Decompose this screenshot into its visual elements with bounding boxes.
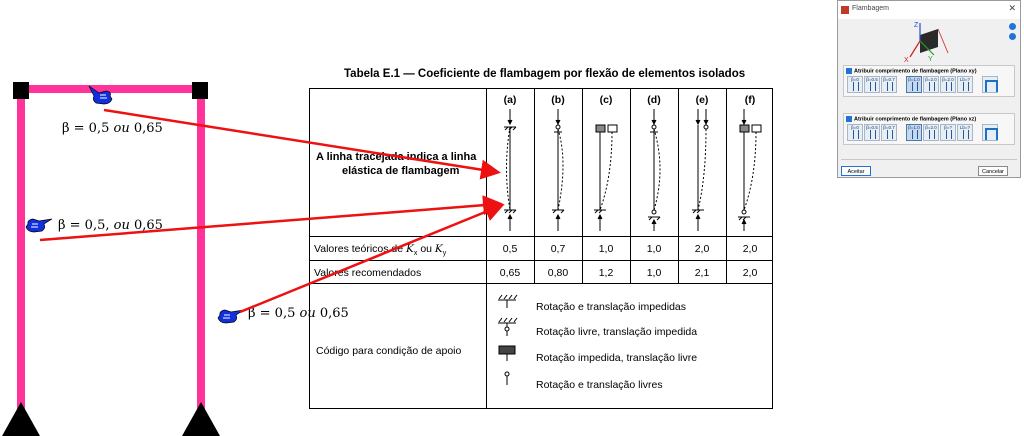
diagram-a: [504, 109, 516, 231]
beta-label-top: β = 0,5 ou 0,65: [62, 121, 163, 136]
theoretical-value-f: 2,0: [742, 243, 758, 255]
checkbox-plane-xy[interactable]: [846, 68, 852, 74]
free-support-icon: [505, 372, 509, 385]
button-beta-0[interactable]: β=0: [847, 124, 863, 141]
frame-select-icon[interactable]: [982, 124, 998, 141]
buckling-dialog: [837, 0, 1021, 178]
legend-free: Rotação e translação livres: [536, 379, 663, 391]
accept-button[interactable]: Aceitar: [841, 166, 871, 176]
axis-x-label: X: [904, 57, 909, 63]
dialog-titlebar: [838, 1, 1020, 19]
support-code-label: Código para condição de apoio: [316, 345, 462, 357]
left-support: [2, 402, 40, 436]
beta-label-middle: β = 0,5, ou 0,65: [58, 218, 163, 233]
row-divider: [310, 236, 772, 237]
legend-pinned: Rotação livre, translação impedida: [536, 326, 698, 338]
column-header-e: (e): [695, 94, 709, 106]
diagram-e: [692, 109, 708, 231]
column-header-b: (b): [551, 94, 565, 106]
frame-left-column: [17, 90, 25, 412]
theoretical-values-label: Valores teóricos de $K_x$ ou $K_y$: [314, 243, 447, 258]
button-beta-1-0[interactable]: β=1.0: [906, 76, 922, 93]
pinned-support-icon: [498, 318, 517, 336]
dialog-separator: [841, 159, 1017, 160]
recommended-value-f: 2,0: [742, 267, 758, 279]
checkbox-plane-xz[interactable]: [846, 116, 852, 122]
group-plane-xz: [843, 113, 1015, 145]
group-plane-xy: [843, 65, 1015, 97]
axis-preview: [898, 19, 958, 63]
recommended-values-label: Valores recomendados: [314, 267, 422, 279]
table-title: Tabela E.1 — Coeficiente de flambagem por flexão de elementos isolados: [344, 68, 746, 80]
right-joint: [192, 82, 208, 99]
left-joint: [13, 82, 29, 99]
recommended-value-a: 0,65: [499, 267, 521, 279]
app-icon: [841, 6, 849, 14]
close-icon[interactable]: ✕: [1008, 3, 1016, 13]
theoretical-value-d: 1,0: [646, 243, 662, 255]
recommended-value-b: 0,80: [547, 267, 569, 279]
sliding-fixed-support-icon: [499, 346, 515, 361]
dialog-title: Flambagem: [852, 5, 889, 12]
button-beta-2-0[interactable]: β=2.0: [923, 124, 939, 141]
buckling-table: [309, 88, 773, 409]
button-beta-1-0[interactable]: β=1.0: [906, 124, 922, 141]
elastic-line-note-2: elástica de flambagem: [342, 165, 460, 177]
button-beta-0[interactable]: β=0: [847, 76, 863, 93]
diagram-b: [552, 109, 564, 231]
diagram-f: [738, 109, 761, 231]
theoretical-value-b: 0,7: [550, 243, 566, 255]
elastic-line-note-1: A linha tracejada indica a linha: [316, 151, 477, 163]
button-beta-custom[interactable]: β=?: [940, 124, 956, 141]
right-support: [182, 402, 220, 436]
button-beta-0-7[interactable]: β=0.7: [881, 76, 897, 93]
buckling-diagrams: [486, 107, 774, 235]
hand-pointer-icon: [86, 83, 116, 107]
axis-y-label: Y: [928, 56, 933, 63]
theoretical-value-e: 2,0: [694, 243, 710, 255]
legend-fixed: Rotação e translação impedidas: [536, 301, 687, 313]
recommended-value-e: 2,1: [694, 267, 710, 279]
settings-icon[interactable]: [1009, 23, 1016, 30]
frame-right-column: [197, 90, 205, 412]
axis-z-label: Z: [914, 22, 919, 29]
legend-sliding-fixed: Rotação impedida, translação livre: [536, 352, 698, 364]
button-beta-2-0-b[interactable]: β=2.0: [940, 76, 956, 93]
column-header-a: (a): [503, 94, 517, 106]
button-lb-custom[interactable]: Lb=?: [957, 124, 973, 141]
fixed-support-icon: [498, 295, 517, 308]
frame-select-icon[interactable]: [982, 76, 998, 93]
column-header-d: (d): [647, 94, 661, 106]
button-beta-2-0[interactable]: β=2.0: [923, 76, 939, 93]
button-beta-0-7[interactable]: β=0.7: [881, 124, 897, 141]
column-header-f: (f): [744, 94, 756, 106]
column-header-c: (c): [599, 94, 613, 106]
group-plane-xy-header: Atribuir comprimento de flambagem (Plano xy): [846, 68, 977, 74]
button-beta-0-5[interactable]: β=0.5: [864, 124, 880, 141]
diagram-d: [648, 109, 660, 231]
row-divider: [310, 260, 772, 261]
hand-pointer-icon: [216, 305, 246, 327]
recommended-value-d: 1,0: [646, 267, 662, 279]
view-icon[interactable]: [1009, 33, 1016, 40]
diagram-c: [594, 125, 617, 231]
theoretical-value-c: 1,0: [598, 243, 614, 255]
group-plane-xz-header: Atribuir comprimento de flambagem (Plano xz): [846, 116, 976, 122]
recommended-value-c: 1,2: [598, 267, 614, 279]
row-divider: [310, 283, 772, 284]
button-beta-0-5[interactable]: β=0.5: [864, 76, 880, 93]
beta-label-bottom: β = 0,5 ou 0,65: [248, 306, 349, 321]
button-lb-custom[interactable]: Lb=?: [957, 76, 973, 93]
hand-pointer-icon: [24, 214, 54, 236]
theoretical-value-a: 0,5: [502, 243, 518, 255]
support-symbols: [494, 291, 524, 401]
cancel-button[interactable]: Cancelar: [978, 166, 1008, 176]
